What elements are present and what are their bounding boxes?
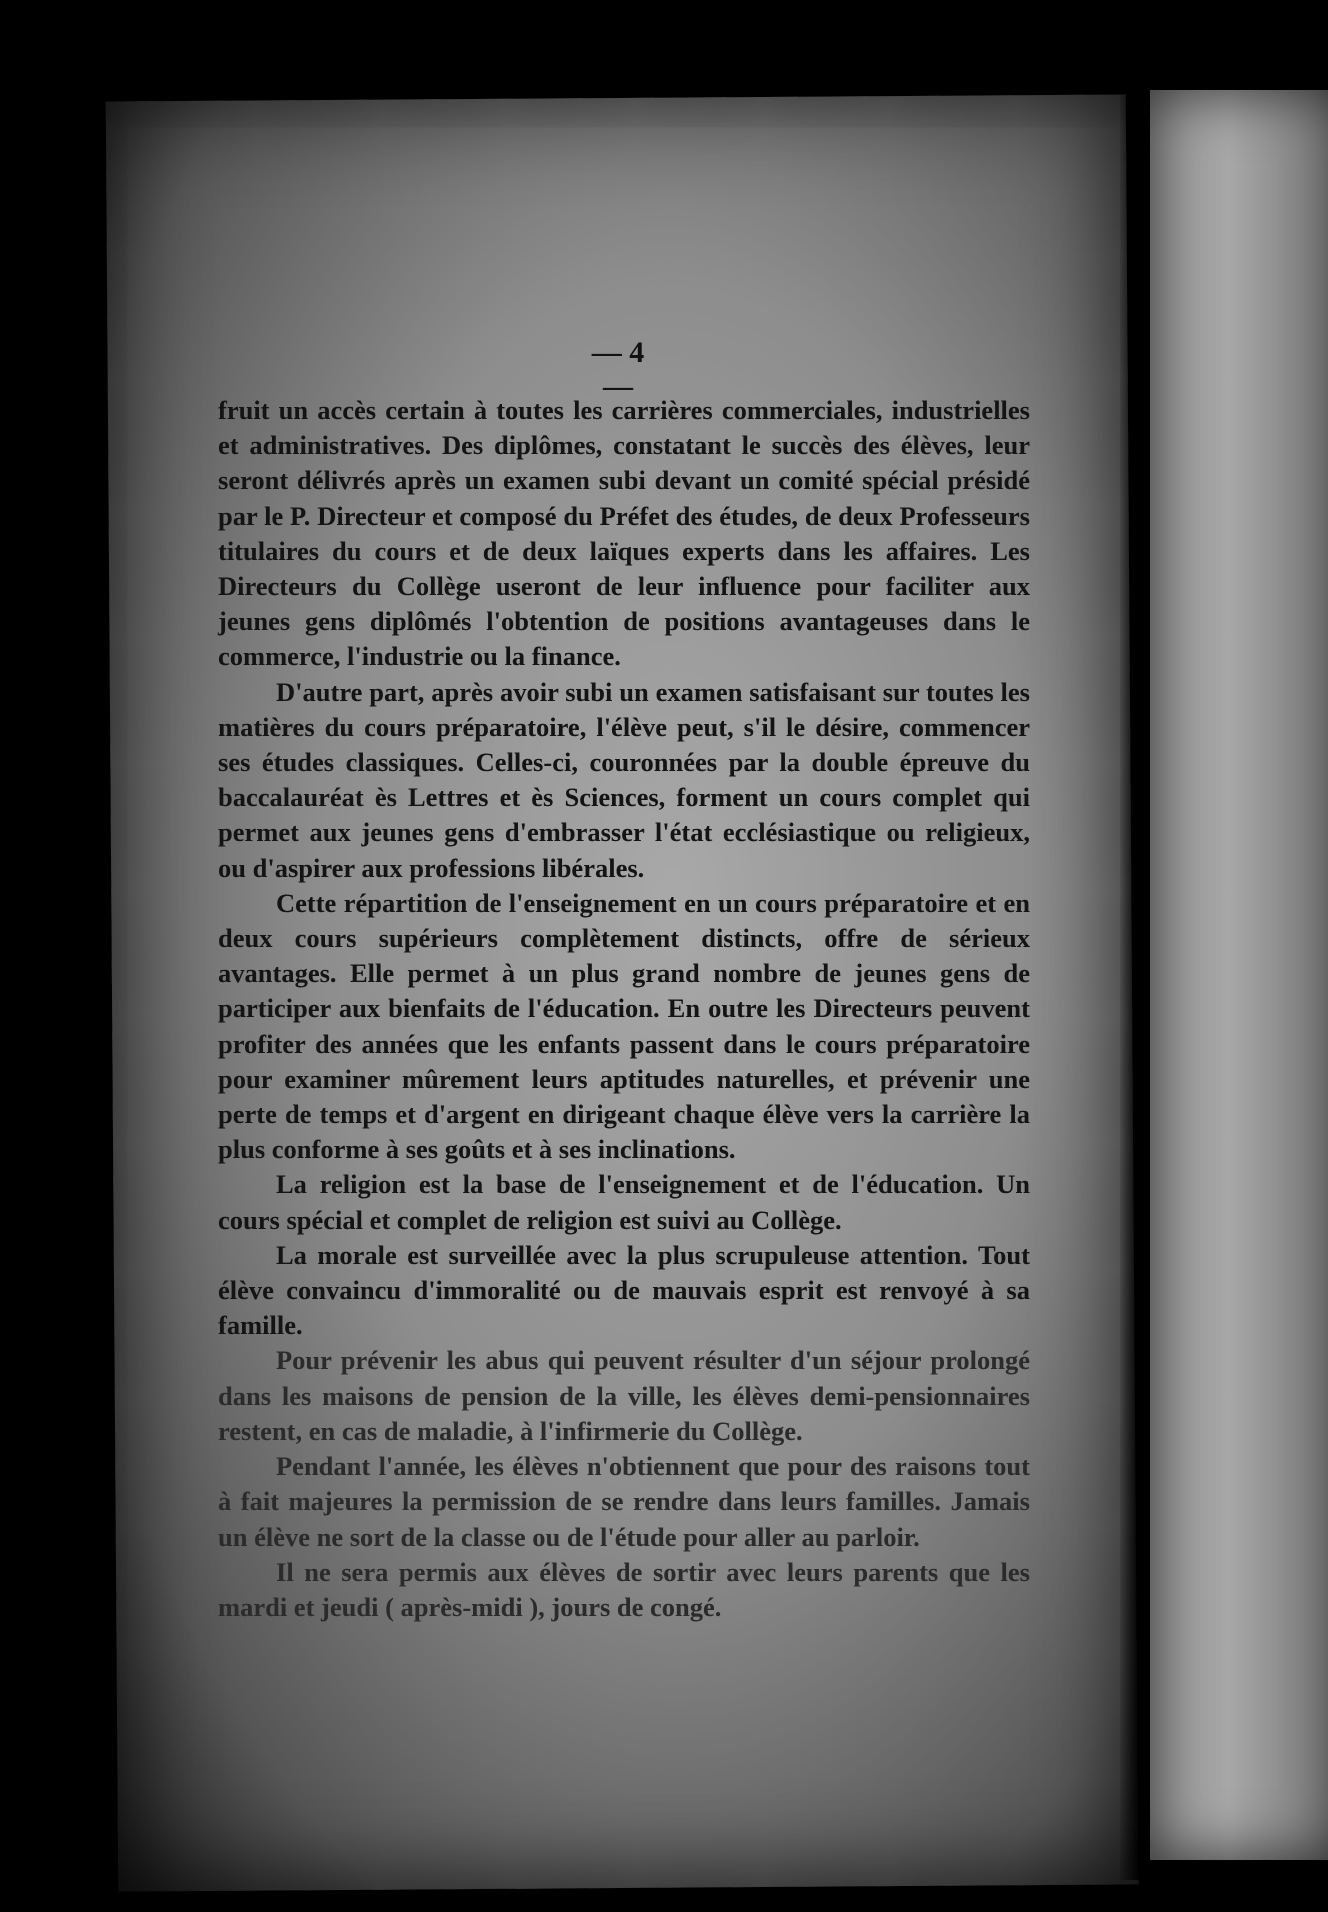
paragraph: fruit un accès certain à toutes les carrières commerciales, industrielles et administratives. Des diplômes, constatant le succès des élèves, leur seront délivrés après un examen subi devant un comité spécial présidé par le P. Directeur et composé du Préfet des études, de deux Professeurs titulaires du cours et de deux laïques experts dans les affaires. Les Directeurs du Collège useront de leur influence pour faciliter aux jeunes gens diplômés l'obtention de positions avantageuses dans le commerce, l'industrie ou la finance.: [218, 395, 1030, 672]
paragraph: Il ne sera permis aux élèves de sortir avec leurs parents que les mardi et jeudi ( après-midi ), jours de congé.: [218, 1556, 1030, 1622]
page-number: — 4 —: [591, 336, 645, 403]
paragraph: D'autre part, après avoir subi un examen satisfaisant sur toutes les matières du cours préparatoire, l'élève peut, s'il le désire, commencer ses études classiques. Celles-ci, couronnées par la double épreuve du baccalauréat ès Lettres et ès Sciences, forment un cours complet qui permet aux jeunes gens d'embrasser l'état ecclésiastique ou religieux, ou d'aspirer aux professions libérales.: [218, 676, 1030, 883]
paragraph: Pendant l'année, les élèves n'obtiennent que pour des raisons tout à fait majeures la permission de se rendre dans leurs familles. Jamais un élève ne sort de la classe ou de l'étude pour aller au parloir.: [218, 1451, 1030, 1552]
paragraph: Pour prévenir les abus qui peuvent résulter d'un séjour prolongé dans les maisons de pension de la ville, les élèves demi-pensionnaires restent, en cas de maladie, à l'infirmerie du Collège.: [218, 1345, 1030, 1446]
body-text: [218, 393, 1030, 1625]
paragraph: Cette répartition de l'enseignement en un cours préparatoire et en deux cours supérieurs complètement distincts, offre de sérieux avantages. Elle permet à un plus grand nombre de jeunes gens de participer aux bienfaits de l'éducation. En outre les Directeurs peuvent profiter des années que les enfants passent dans le cours préparatoire pour examiner mûrement leurs aptitudes naturelles, et prévenir une perte de temps et d'argent en dirigeant chaque élève vers la carrière la plus conforme à ses goûts et à ses inclinations.: [218, 887, 1030, 1165]
paragraph: La religion est la base de l'enseignement et de l'éducation. Un cours spécial et complet de religion est suivi au Collège.: [218, 1169, 1030, 1235]
right-page: [1150, 90, 1328, 1860]
paragraph: La morale est surveillée avec la plus scrupuleuse attention. Tout élève convaincu d'immoralité ou de mauvais esprit est renvoyé à sa famille.: [218, 1239, 1030, 1341]
